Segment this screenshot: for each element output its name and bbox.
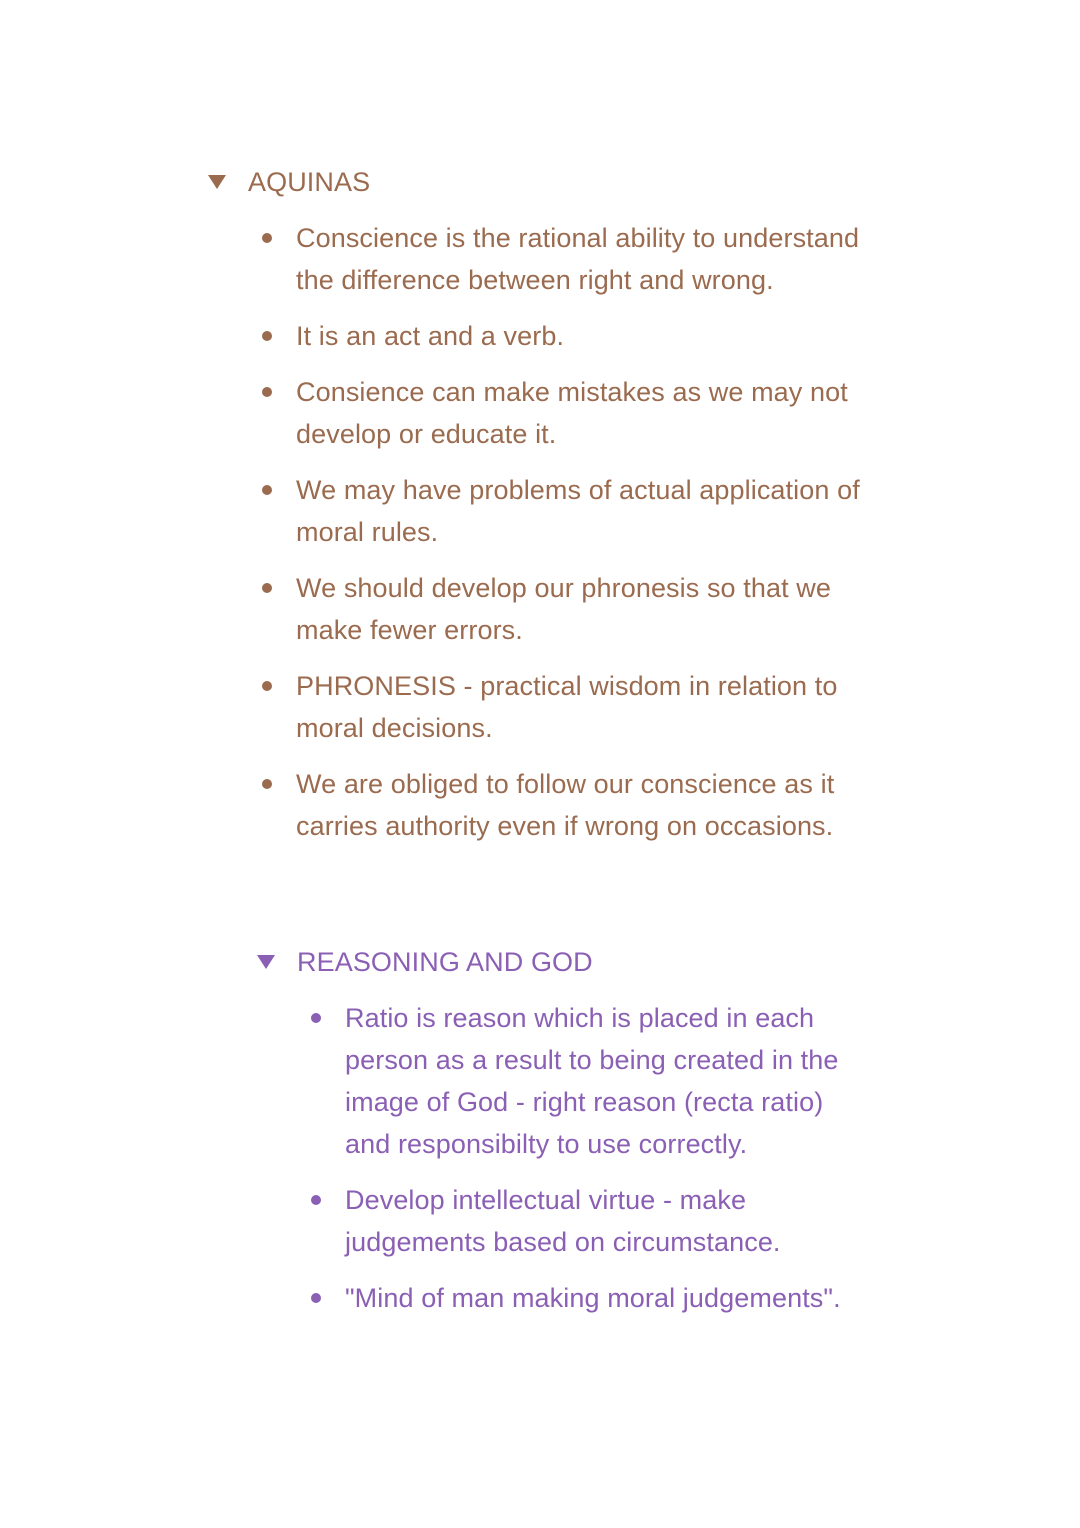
toggle-aquinas[interactable] bbox=[208, 161, 370, 203]
bullet-icon bbox=[262, 387, 272, 397]
toggle-reasoning-and-god[interactable] bbox=[257, 941, 593, 983]
reasoning-bullet-list bbox=[345, 997, 865, 1333]
bullet-icon bbox=[311, 1013, 321, 1023]
list-item-text: Consience can make mistakes as we may not develop or educate it. bbox=[296, 377, 848, 449]
aquinas-bullet-list bbox=[296, 217, 866, 861]
list-item-text: Develop intellectual virtue - make judgements based on circumstance. bbox=[345, 1185, 781, 1257]
list-item bbox=[296, 763, 866, 847]
bullet-icon bbox=[262, 331, 272, 341]
list-item-text: PHRONESIS - practical wisdom in relation to moral decisions. bbox=[296, 671, 838, 743]
bullet-icon bbox=[311, 1293, 321, 1303]
list-item-text: "Mind of man making moral judgements". bbox=[345, 1283, 841, 1313]
list-item-text: We should develop our phronesis so that we make fewer errors. bbox=[296, 573, 832, 645]
list-item-text: We may have problems of actual application of moral rules. bbox=[296, 475, 860, 547]
bullet-icon bbox=[262, 583, 272, 593]
toggle-title: AQUINAS bbox=[248, 167, 371, 197]
list-item bbox=[345, 1179, 865, 1263]
list-item-text: Ratio is reason which is placed in each person as a result to being created in the image of God - right reason (recta ratio) and responsibilty to use correctly. bbox=[345, 1003, 839, 1159]
list-item-text: Conscience is the rational ability to understand the difference between right and wrong. bbox=[296, 223, 860, 295]
list-item bbox=[345, 1277, 865, 1319]
list-item bbox=[296, 315, 866, 357]
toggle-triangle-icon[interactable] bbox=[257, 955, 275, 969]
list-item bbox=[296, 665, 866, 749]
list-item-text: It is an act and a verb. bbox=[296, 321, 565, 351]
bullet-icon bbox=[262, 779, 272, 789]
list-item bbox=[296, 469, 866, 553]
list-item bbox=[296, 371, 866, 455]
bullet-icon bbox=[262, 681, 272, 691]
list-item bbox=[345, 997, 865, 1165]
bullet-icon bbox=[262, 485, 272, 495]
bullet-icon bbox=[262, 233, 272, 243]
bullet-icon bbox=[311, 1195, 321, 1205]
toggle-title: REASONING AND GOD bbox=[297, 947, 593, 977]
list-item-text: We are obliged to follow our conscience as it carries authority even if wrong on occasions. bbox=[296, 769, 835, 841]
list-item bbox=[296, 567, 866, 651]
list-item bbox=[296, 217, 866, 301]
toggle-triangle-icon[interactable] bbox=[208, 175, 226, 189]
